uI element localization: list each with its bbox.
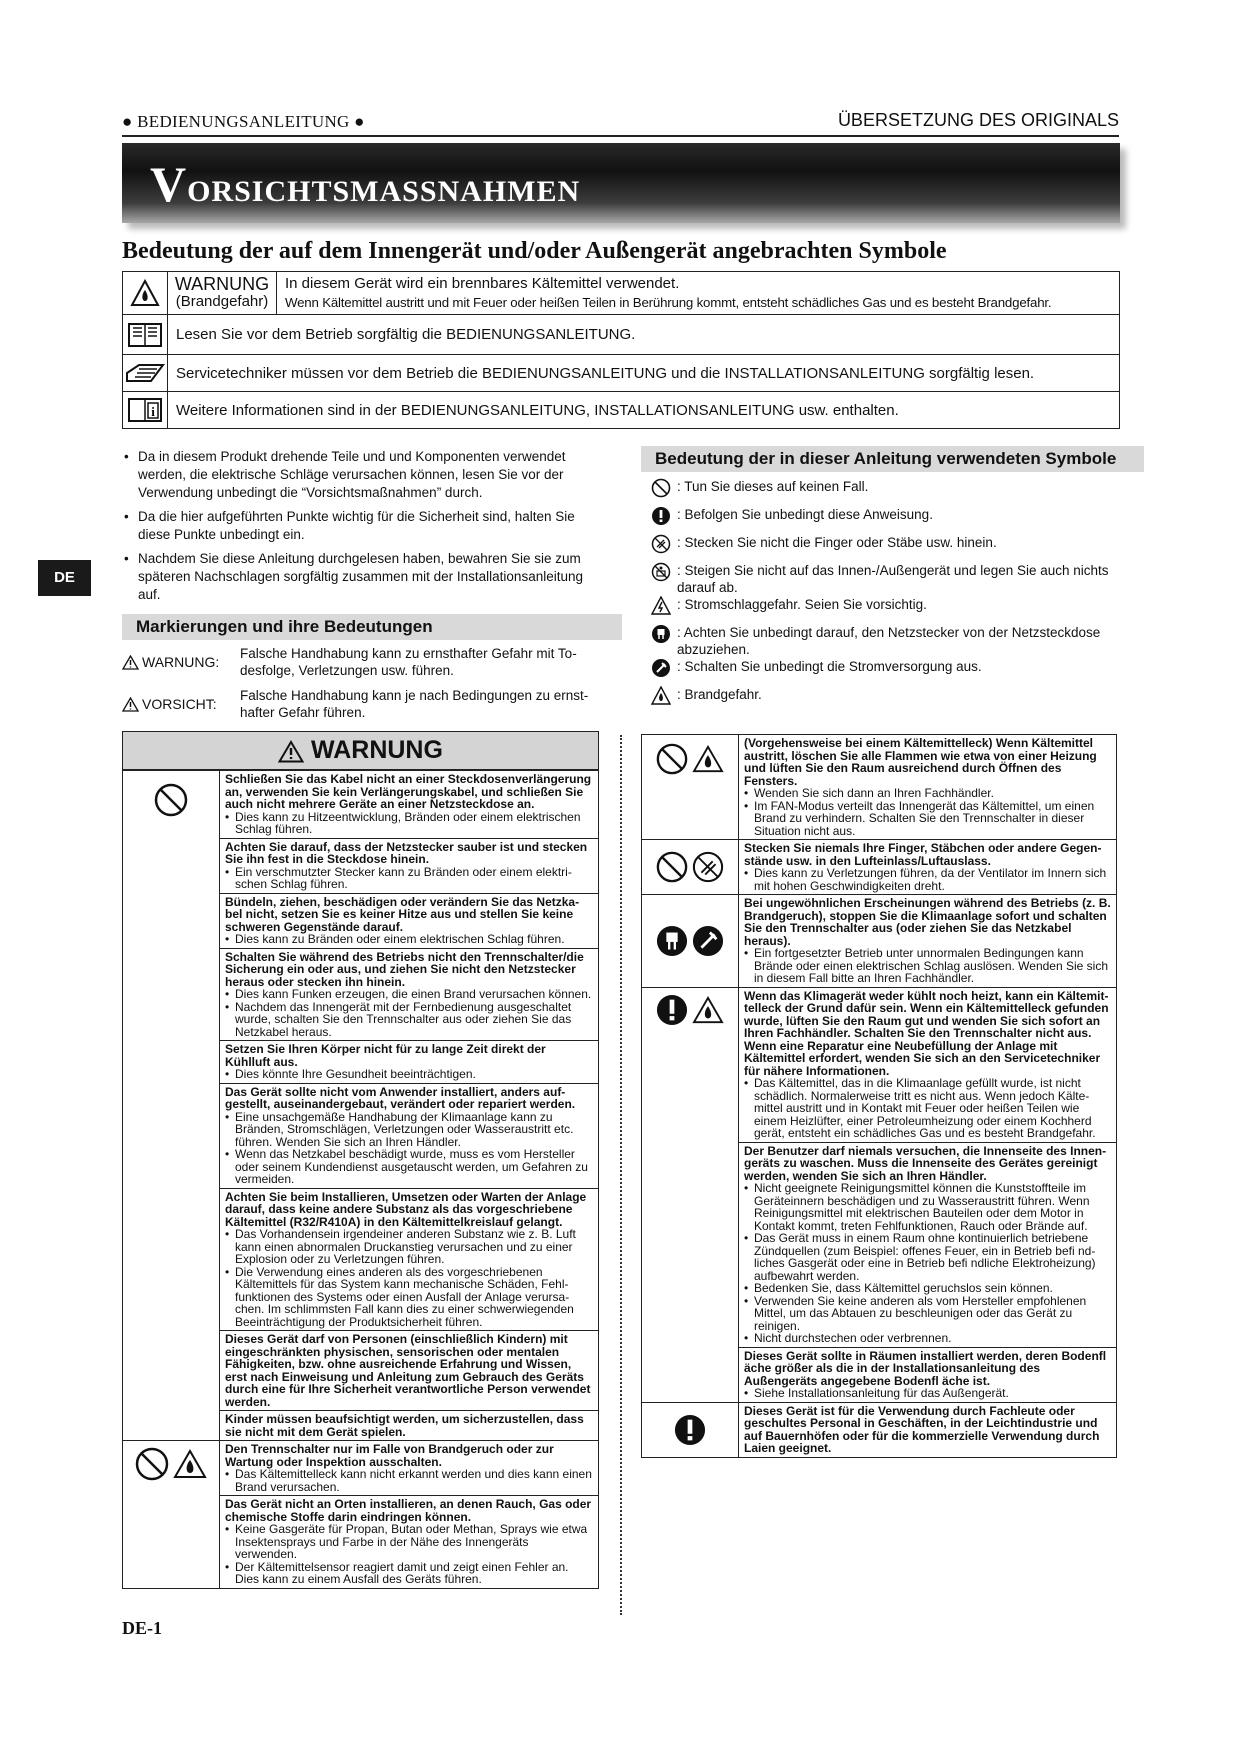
symbol-item: : Tun Sie dieses auf keinen Fall. [677,479,869,494]
warning-row: Achten Sie beim Installieren, Umsetzen oder Warten der Anlage darauf, dass keine andere Substanz als das vorgeschriebene Kältemittel (R32/R410A) in den Kältemittelkreislauf gelangt. • Das Vorhandensein irgendeiner anderen Substanz wie z. B. Luft kann einen abnormalen Druckanstieg verursachen und zu einer Explosion oder zu Verletzungen führen. • Die Verwendung eines anderen als des vorgeschriebenen Kältemittels für das System kann mechanische Schäden, Fehl-funktionen des Systems oder einen Ausfall der Anlage verursa-chen. Im schlimmsten Fall kann dies zu einer schwerwiegenden Beeinträchtigung der Produktsicherheit führen. [220,1188,599,1331]
warning-triangle-icon [122,655,139,670]
fire-hazard-icon [173,1449,207,1479]
symbol-table [122,271,1120,429]
symbol-item: : Brandgefahr. [677,687,762,702]
marking-warning-label: WARNUNG: [142,653,220,670]
electric-shock-icon [651,596,671,615]
page-number: DE-1 [122,1618,162,1638]
symbol-item: : Stecken Sie nicht die Finger oder Stäbe usw. hinein. [677,535,997,550]
flammable-warning-icon [123,272,168,315]
warning-row: Bei ungewöhnlichen Erscheinungen während des Betriebs (z. B. Brandgeruch), stoppen Sie die Klimaanlage sofort und schalten Sie den Trennschalter aus (oder ziehen Sie das Netzkabel heraus). • Ein fortgesetzter Betrieb unter unnormalen Bedingungen kann Brände oder einen elektrischen Schlag auslösen. Wenden Sie sich in diesem Fall bitte an Ihren Fachhändler. [739,895,1117,988]
symbols-list [651,478,1121,714]
intro-bullet: • Nachdem Sie diese Anleitung durchgelesen haben, bewahren Sie sie zum späteren Nachschlagen sorgfältig zusammen mit der Installationsanleitung auf. [122,550,597,604]
markings-title: Markierungen und ihre Bedeutungen [122,614,622,640]
prohibition-icon [656,851,688,883]
column-divider [620,735,622,1615]
symbol-item: : Befolgen Sie unbedingt diese Anweisung. [677,507,933,522]
fire-hazard-icon [692,996,724,1024]
warning-row: Schließen Sie das Kabel nicht an einer Steckdosenverlängerung an, verwenden Sie kein Verlängerungskabel, und schließen Sie auch nicht mehrere Geräte an einer Netzsteckdose an. • Dies kann zu Hitzeentwicklung, Bränden oder einem elektrischen Schlag führen. [220,771,599,839]
prohibition-icon [651,478,671,498]
warning-triangle-icon [278,740,304,763]
warning-row: Das Gerät sollte nicht vom Anwender installiert, anders auf-gestellt, auseinandergebaut, verändert oder repariert werden. • Eine unsachgemäße Handhabung der Klimaanlage kann zu Bränden, Stromschlägen, Verletzungen oder Wasseraustritt etc. führen. Wenden Sie sich an Ihren Händler. • Wenn das Netzkabel beschädigt wurde, muss es vom Hersteller oder seinem Kundendienst ausgetauscht werden, um Gefahren zu vermeiden. [220,1083,599,1188]
warning-heading: WARNUNG [122,731,599,770]
warning-row: Den Trennschalter nur im Falle von Brandgeruch oder zur Wartung oder Inspektion ausschalten. • Das Kältemittelleck kann nicht erkannt werden und dies kann einen Brand verursachen. [220,1441,599,1496]
marking-caution-label: VORSICHT: [142,695,217,712]
warning-row: Schalten Sie während des Betriebs nicht den Trennschalter/die Sicherung ein oder aus, und ziehen Sie nicht den Netzstecker heraus oder stecken ihn hinein. • Dies kann Funken erzeugen, die einen Brand verursachen können. • Nachdem das Innengerät mit der Fernbedienung ausgeschaltet wurde, schalten Sie den Trennschalter aus oder ziehen Sie das Netzkabel heraus. [220,948,599,1041]
mandatory-icon [674,1414,706,1446]
warning-row: (Vorgehensweise bei einem Kältemittelleck) Wenn Kältemittel austritt, löschen Sie alle Flammen wie etwa von einer Heizung und lüften Sie den Raum ausreichend durch Öffnen des Fensters. • Wenden Sie sich dann an Ihren Fachhändler. • Im FAN-Modus verteilt das Innengerät das Kältemittel, um einen Brand zu verhindern. Schalten Sie den Trennschalter in dieser Situation nicht aus. [739,735,1117,840]
fire-hazard-icon [651,686,671,705]
header-right: ÜBERSETZUNG DES ORIGINALS [837,110,1119,130]
service-manual-icon [123,355,168,392]
page-title: VORSICHTSMASSNAHMEN [150,156,581,212]
symbol-row-read-manual: Lesen Sie vor dem Betrieb sorgfältig die BEDIENUNGSANLEITUNG. [168,315,1120,355]
symbol-row-info: Weitere Informationen sind in der BEDIENUNGSANLEITUNG, INSTALLATIONSANLEITUNG usw. enthalten. [168,392,1120,429]
symbol-row-service: Servicetechniker müssen vor dem Betrieb die BEDIENUNGSANLEITUNG und die INSTALLATIONSANLEITUNG sorgfältig lesen. [168,355,1120,392]
title-banner [122,143,1120,223]
warning-row: Achten Sie darauf, dass der Netzstecker sauber ist und stecken Sie ihn fest in die Steckdose hinein. • Ein verschmutzter Stecker kann zu Bränden oder einem elektri-schen Schlag führen. [220,838,599,893]
warning-row: Setzen Sie Ihren Körper nicht für zu lange Zeit direkt der Kühlluft aus. • Dies könnte Ihre Gesundheit beeinträchtigen. [220,1041,599,1084]
no-fingers-icon [651,534,671,554]
intro-bullet: • Da die hier aufgeführten Punkte wichtig für die Sicherheit sind, halten Sie diese Punkte unbedingt ein. [122,508,597,544]
warning-row: Kinder müssen beaufsichtigt werden, um sicherzustellen, dass sie nicht mit dem Gerät spielen. [220,1411,599,1441]
symbol-item: : Achten Sie unbedingt darauf, den Netzstecker von der Netzsteckdose abzuziehen. [677,625,1101,657]
svg-text:i: i [151,404,155,419]
marking-warning-text: Falsche Handhabung kann zu ernsthafter Gefahr mit To-desfolge, Verletzungen usw. führen. [240,646,577,678]
symbol-warning-line1: In diesem Gerät wird ein brennbares Kältemittel verwendet. [285,275,680,292]
info-book-icon [123,392,168,429]
warning-row: Das Gerät nicht an Orten installieren, an denen Rauch, Gas oder chemische Stoffe darin eindringen können. • Keine Gasgeräte für Propan, Butan oder Methan, Sprays wie etwa Insektensprays und Farbe in der Nähe des Innengeräts verwenden. • Der Kältemittelsensor reagiert damit und zeigt einen Fehler an. Dies kann zu einem Ausfall des Geräts führen. [220,1496,599,1589]
symbols-title: Bedeutung der in dieser Anleitung verwendeten Symbole [641,446,1144,472]
intro-bullets [122,448,597,610]
warning-table-right [641,734,1117,1458]
unplug-icon [656,925,688,957]
header-left: ● BEDIENUNGSANLEITUNG ● [122,112,365,131]
symbol-item: : Stromschlaggefahr. Seien Sie vorsichtig. [677,597,927,612]
prohibition-icon [656,743,688,775]
fire-hazard-icon [692,745,724,773]
symbol-item: : Schalten Sie unbedingt die Stromversorgung aus. [677,659,982,674]
warning-row: Dieses Gerät sollte in Räumen installiert werden, deren Bodenfl äche größer als die in der Installationsanleitung des Außengeräts angegebene Bodenfl äche ist. • Siehe Installationsanleitung für das Außengerät. [739,1347,1117,1402]
symbol-warning-line2: Wenn Kältemittel austritt und mit Feuer oder heißen Teilen in Berührung kommt, entsteht schädliches Gas und es besteht Brandgefahr. [285,295,1052,310]
prohibition-icon [135,1447,169,1481]
caution-triangle-icon [122,697,139,712]
marking-caution-text: Falsche Handhabung kann je nach Bedingungen zu ernst-hafter Gefahr führen. [240,688,589,720]
no-fingers-icon [692,851,724,883]
symbol-warning-label: WARNUNG [174,274,270,294]
unplug-icon [651,624,671,644]
warning-row: Dieses Gerät ist für die Verwendung durch Fachleute oder geschultes Personal in Geschäften, in der Leichtindustrie und auf Bauernhöfen oder für die kommerzielle Verwendung durch Laien geeignet. [739,1402,1117,1457]
warning-row: Der Benutzer darf niemals versuchen, die Innenseite des Innen-geräts zu waschen. Muss die Innenseite des Gerätes gereinigt werden, wenden Sie sich an Ihren Händler. • Nicht geeignete Reinigungsmittel können die Kunststoffteile im Geräteinnern beschädigen und zu Wasseraustritt führen. Wenn Reinigungsmittel mit elektrischen Bauteilen oder dem Motor in Kontakt kommt, treten Fehlfunktionen, Rauch oder Brände auf. • Das Gerät muss in einem Raum ohne kontinuierlich betriebene Zündquellen (zum Beispiel: offenes Feuer, ein in Betrieb befi nd-liches Gasgerät oder eine in Betrieb befi ndliche Elektroheizung) aufbewahrt werden. • Bedenken Sie, dass Kältemittel geruchslos sein können. • Verwenden Sie keine anderen als vom Hersteller empfohlenen Mittel, um das Abtauen zu beschleunigen oder das Gerät zu reinigen. • Nicht durchstechen oder verbrennen. [739,1142,1117,1347]
intro-bullet: • Da in diesem Produkt drehende Teile und und Komponenten verwendet werden, die elektrische Schläge verursachen können, lesen Sie vor der Verwendung unbedingt die “Vorsichtsmaßnahmen” durch. [122,448,597,502]
symbol-item: : Steigen Sie nicht auf das Innen-/Außengerät und legen Sie auch nichts darauf ab. [677,563,1109,595]
manual-book-icon [123,315,168,355]
language-tab: DE [38,560,91,596]
no-stepping-icon [651,562,671,582]
header-rule [122,135,1119,137]
power-off-icon [651,658,671,678]
mandatory-icon [656,994,688,1026]
warning-row: Bündeln, ziehen, beschädigen oder verändern Sie das Netzka-bel nicht, setzen Sie es keiner Hitze aus und stellen Sie keine schweren Gegenstände darauf. • Dies kann zu Bränden oder einem elektrischen Schlag führen. [220,893,599,948]
markings-list [122,645,597,729]
symbol-warning-sub: (Brandgefahr) [175,293,269,310]
mandatory-icon [651,506,671,526]
warning-row: Stecken Sie niemals Ihre Finger, Stäbchen oder andere Gegen-stände usw. in den Lufteinlass/Luftauslass. • Dies kann zu Verletzungen führen, da der Ventilator im Innern sich mit hohen Geschwindigkeiten dreht. [739,840,1117,895]
prohibition-icon [154,783,188,817]
warning-row: Wenn das Klimagerät weder kühlt noch heizt, kann ein Kältemit-telleck der Grund dafür sein. Wenn ein Kältemittelleck gefunden wurde, lüften Sie den Raum gut und wenden Sie sich sofort an Ihren Fachhändler. Schalten Sie den Trennschalter nicht aus. Wenn eine Reparatur eine Neubefüllung der Anlage mit Kältemittel erfordert, wenden Sie sich an den Servicetechniker für nähere Informationen. • Das Kältemittel, das in die Klimaanlage gefüllt wurde, ist nicht schädlich. Normalerweise tritt es nicht aus. Wenn jedoch Kälte-mittel austritt und in Kontakt mit Feuer oder heißen Teilen wie einem Heizlüfter, einer Petroleumheizung oder einem Kochherd gerät, entsteht ein schädliches Gas und es besteht Brandgefahr. [739,987,1117,1142]
section-title: Bedeutung der auf dem Innengerät und/oder Außengerät angebrachten Symbole [122,238,947,264]
power-off-icon [692,925,724,957]
warning-row: Dieses Gerät darf von Personen (einschließlich Kindern) mit eingeschränkten physischen, sensorischen oder mentalen Fähigkeiten, bzw. ohne ausreichende Erfahrung und Wissen, erst nach Einweisung und Anleitung zum Gebrauch des Geräts durch eine für Ihre Sicherheit verantwortliche Person verwendet werden. [220,1331,599,1411]
warning-table-left [122,731,599,1589]
